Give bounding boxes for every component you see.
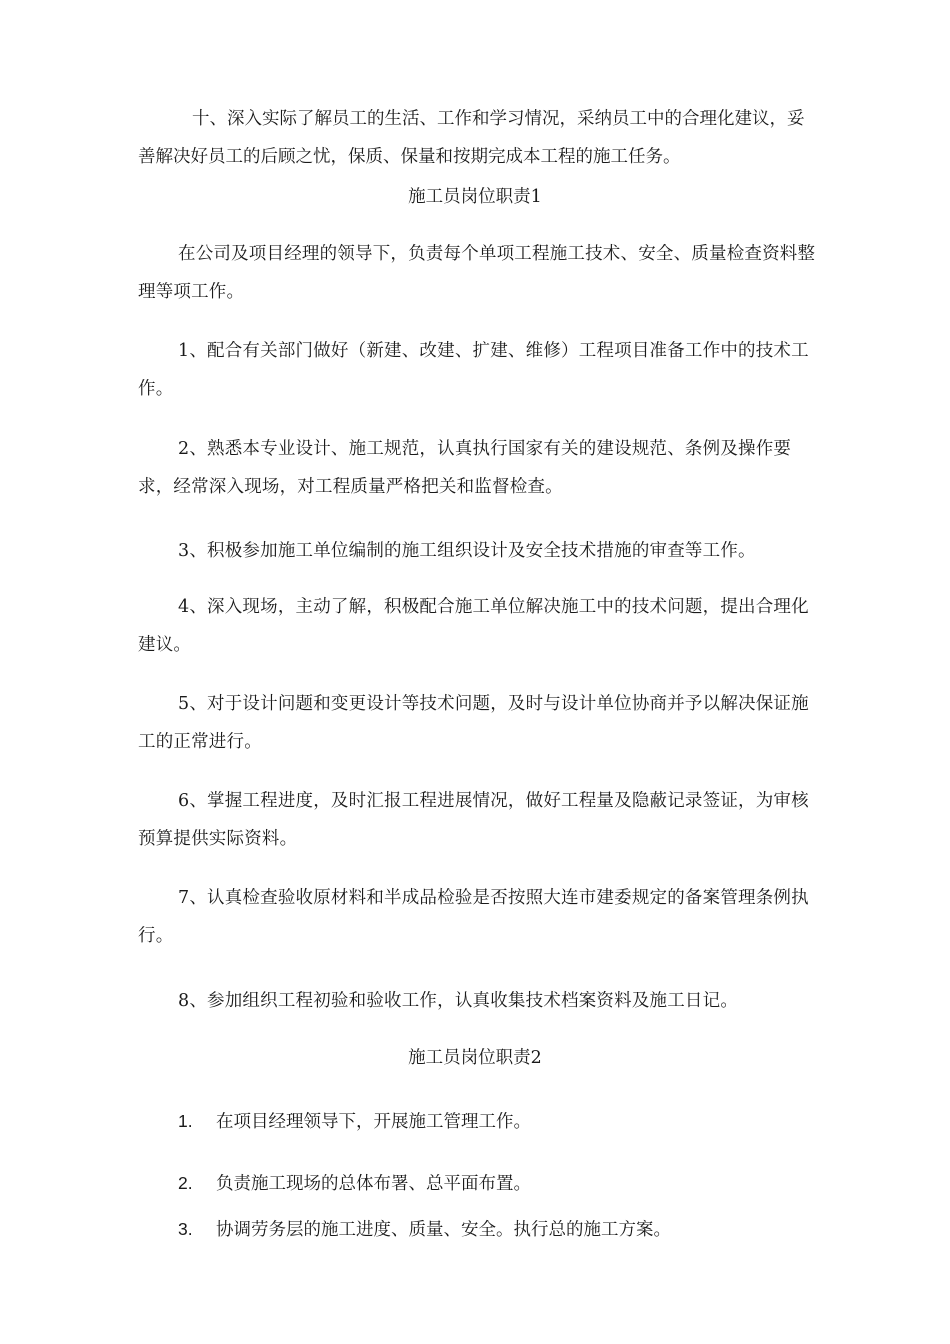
intro-text: 十、深入实际了解员工的生活、工作和学习情况，采纳员工中的合理化建议，妥善解决好员工的后顾之忧，保质、保量和按期完成本工程的施工任务。 [138,109,805,167]
section1-heading: 施工员岗位职责1 [408,187,542,207]
section1-item-2 [138,430,818,506]
section2-item-2 [178,1168,818,1199]
section1-item-4 [138,588,818,664]
section1-lead-text: 在公司及项目经理的领导下，负责每个单项工程施工技术、安全、质量检查资料整理等项工作。 [138,244,816,302]
item-text: 负责施工现场的总体布署、总平面布置。 [216,1174,531,1194]
item-number: 1. [178,1111,193,1131]
item-number: 3. [178,1219,193,1239]
item-text: 8、参加组织工程初验和验收工作，认真收集技术档案资料及施工日记。 [178,991,739,1011]
item-text: 2、熟悉本专业设计、施工规范，认真执行国家有关的建设规范、条例及操作要求，经常深入现场，对工程质量严格把关和监督检查。 [138,439,792,497]
section1-item-1 [138,332,818,408]
item-text: 4、深入现场，主动了解，积极配合施工单位解决施工中的技术问题，提出合理化建议。 [138,597,809,655]
section1-item-8 [138,982,818,1020]
item-text: 6、掌握工程进度，及时汇报工程进展情况，做好工程量及隐蔽记录签证，为审核预算提供实际资料。 [138,791,809,849]
item-text: 5、对于设计问题和变更设计等技术问题，及时与设计单位协商并予以解决保证施工的正常进行。 [138,694,809,752]
item-text: 在项目经理领导下，开展施工管理工作。 [216,1112,531,1132]
item-number: 2. [178,1173,193,1193]
section1-item-3 [138,532,818,570]
section1-item-5 [138,685,818,761]
intro-paragraph [138,100,818,176]
section1-lead-paragraph [138,235,818,311]
item-text: 7、认真检查验收原材料和半成品检验是否按照大连市建委规定的备案管理条例执行。 [138,888,809,946]
section2-item-3 [178,1214,818,1245]
section2-item-1 [178,1106,818,1137]
section2-heading: 施工员岗位职责2 [408,1048,542,1068]
item-text: 1、配合有关部门做好（新建、改建、扩建、维修）工程项目准备工作中的技术工作。 [138,341,809,399]
section1-item-7 [138,879,818,955]
item-text: 协调劳务层的施工进度、质量、安全。执行总的施工方案。 [216,1220,671,1240]
item-text: 3、积极参加施工单位编制的施工组织设计及安全技术措施的审查等工作。 [178,541,756,561]
section1-item-6 [138,782,818,858]
